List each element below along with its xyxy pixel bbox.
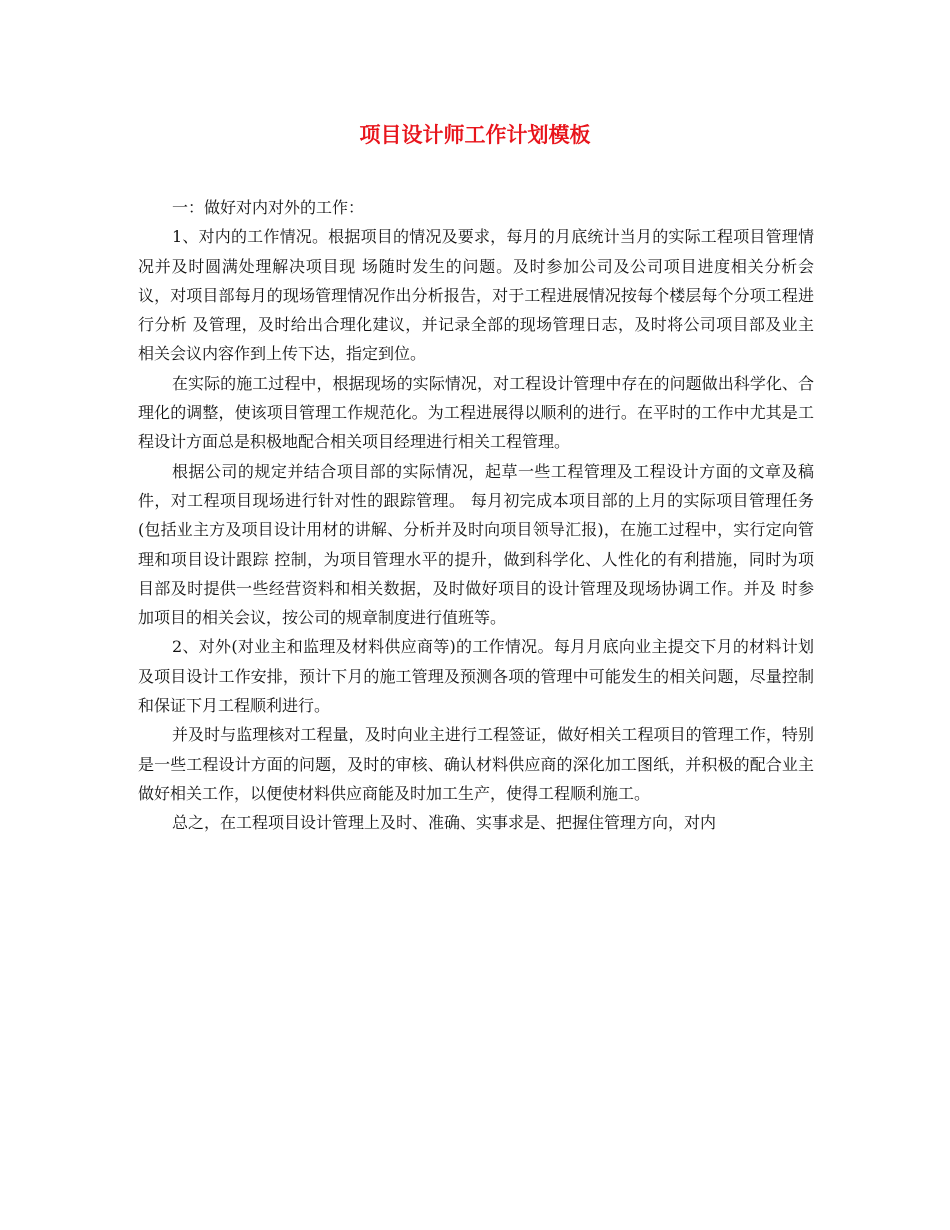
paragraph-company-regulations: 根据公司的规定并结合项目部的实际情况，起草一些工程管理及工程设计方面的文章及稿件，对工程项目现场进行针对性的跟踪管理。 每月初完成本项目部的上月的实际项目管理任务(包括业主方及项目设计用材的讲解、分析并及时向项目领导汇报)，在施工过程中，实行定向管理和项目设计跟踪 控制，为项目管理水平的提升，做到科学化、人性化的有利措施，同时为项目部及时提供一些经营资料和相关数据，及时做好项目的设计管理及现场协调工作。并及 时参加项目的相关会议，按公司的规章制度进行值班等。: [138, 461, 814, 628]
paragraph-summary: 总之，在工程项目设计管理上及时、准确、实事求是、把握住管理方向，对内: [172, 813, 717, 833]
document-body: [138, 193, 814, 838]
document-title: 项目设计师工作计划模板: [359, 123, 591, 147]
paragraph-internal-work: 1、对内的工作情况。根据项目的情况及要求，每月的月底统计当月的实际工程项目管理情况并及时圆满处理解决项目现 场随时发生的问题。及时参加公司及公司项目进度相关分析会议，对项目部每月的现场管理情况作出分析报告，对于工程进展情况按每个楼层每个分项工程进行分析 及管理，及时给出合理化建议，并记录全部的现场管理日志，及时将公司项目部及业主相关会议内容作到上传下达，指定到位。: [138, 227, 814, 364]
paragraph-supervision: 并及时与监理核对工程量，及时向业主进行工程签证，做好相关工程项目的管理工作，特别是一些工程设计方面的问题，及时的审核、确认材料供应商的深化加工图纸，并积极的配合业主做好相关工作，以便使材料供应商能及时加工生产，使得工程顺利施工。: [138, 725, 814, 803]
paragraph-external-work: 2、对外(对业主和监理及材料供应商等)的工作情况。每月月底向业主提交下月的材料计划及项目设计工作安排，预计下月的施工管理及预测各项的管理中可能发生的相关问题，尽量控制和保证下月工程顺利进行。: [138, 637, 814, 716]
paragraph-section-heading: 一：做好对内对外的工作：: [172, 198, 365, 217]
paragraph-construction-process: 在实际的施工过程中，根据现场的实际情况，对工程设计管理中存在的问题做出科学化、合理化的调整，使该项目管理工作规范化。为工程进展得以顺利的进行。在平时的工作中尤其是工程设计方面总是积极地配合相关项目经理进行相关工程管理。: [138, 373, 814, 452]
